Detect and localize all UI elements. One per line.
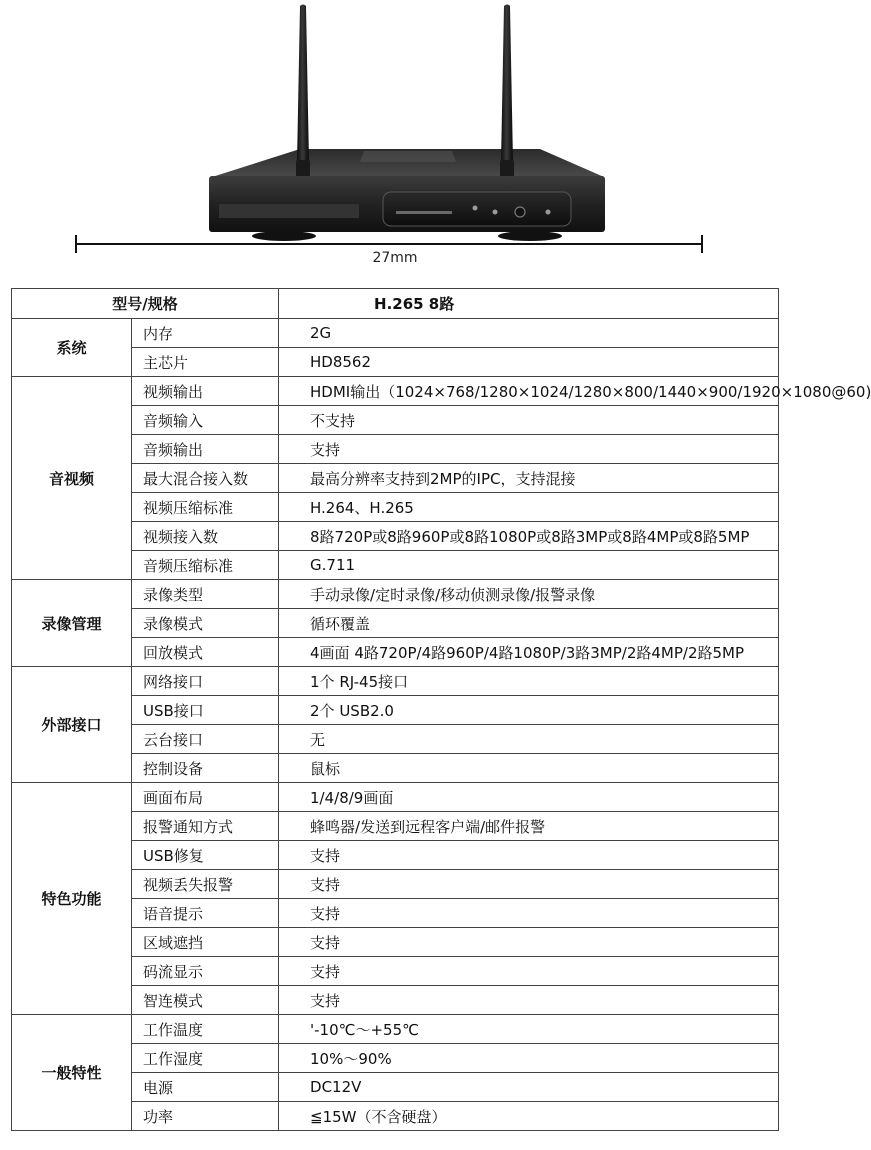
spec-value: 支持 <box>279 870 779 899</box>
table-row <box>12 319 779 348</box>
spec-value: ≦15W（不含硬盘） <box>279 1102 779 1131</box>
spec-value: 蜂鸣器/发送到远程客户端/邮件报警 <box>279 812 779 841</box>
spec-key: 语音提示 <box>132 899 279 928</box>
spec-value: 支持 <box>279 928 779 957</box>
spec-key: 电源 <box>132 1073 279 1102</box>
spec-value: 10%～90% <box>279 1044 779 1073</box>
spec-key: 录像模式 <box>132 609 279 638</box>
section-label: 录像管理 <box>12 580 132 667</box>
spec-value: H.264、H.265 <box>279 493 779 522</box>
spec-key: 主芯片 <box>132 348 279 377</box>
spec-key: 音频输出 <box>132 435 279 464</box>
spec-value: 循环覆盖 <box>279 609 779 638</box>
spec-value: '-10℃～+55℃ <box>279 1015 779 1044</box>
spec-key: 画面布局 <box>132 783 279 812</box>
spec-table <box>11 288 871 1131</box>
spec-key: 音频输入 <box>132 406 279 435</box>
spec-value: 手动录像/定时录像/移动侦测录像/报警录像 <box>279 580 779 609</box>
spec-key: 功率 <box>132 1102 279 1131</box>
spec-value: 2个 USB2.0 <box>279 696 779 725</box>
spec-key: 控制设备 <box>132 754 279 783</box>
spec-key: USB接口 <box>132 696 279 725</box>
spec-key: 智连模式 <box>132 986 279 1015</box>
spec-value: HDMI输出（1024×768/1280×1024/1280×800/1440×900/1920×1080@60) <box>279 377 779 406</box>
spec-key: 码流显示 <box>132 957 279 986</box>
section-label: 一般特性 <box>12 1015 132 1131</box>
section-label: 音视频 <box>12 377 132 580</box>
table-row <box>12 667 779 696</box>
spec-key: 网络接口 <box>132 667 279 696</box>
spec-value: G.711 <box>279 551 779 580</box>
dimension-label: 27mm <box>372 250 418 266</box>
spec-value: 4画面 4路720P/4路960P/4路1080P/3路3MP/2路4MP/2路5MP <box>279 638 779 667</box>
spec-value: 最高分辨率支持到2MP的IPC，支持混接 <box>279 464 779 493</box>
spec-value: DC12V <box>279 1073 779 1102</box>
spec-value: 1个 RJ-45接口 <box>279 667 779 696</box>
table-row <box>12 1015 779 1044</box>
spec-key: 报警通知方式 <box>132 812 279 841</box>
spec-key: 工作温度 <box>132 1015 279 1044</box>
spec-value: 无 <box>279 725 779 754</box>
spec-key: 视频压缩标准 <box>132 493 279 522</box>
spec-key: 视频输出 <box>132 377 279 406</box>
spec-key: 云台接口 <box>132 725 279 754</box>
spec-value: 不支持 <box>279 406 779 435</box>
spec-value: 2G <box>279 319 779 348</box>
spec-key: 区域遮挡 <box>132 928 279 957</box>
spec-key: 内存 <box>132 319 279 348</box>
spec-value: 支持 <box>279 957 779 986</box>
spec-value: 支持 <box>279 899 779 928</box>
spec-value: 1/4/8/9画面 <box>279 783 779 812</box>
spec-header-row <box>12 289 779 319</box>
spec-key: 视频接入数 <box>132 522 279 551</box>
spec-value: 8路720P或8路960P或8路1080P或8路3MP或8路4MP或8路5MP <box>279 522 779 551</box>
table-row <box>12 377 779 406</box>
nvr-device-illustration <box>0 0 790 285</box>
spec-value: 支持 <box>279 435 779 464</box>
spec-key: 回放模式 <box>132 638 279 667</box>
spec-key: 最大混合接入数 <box>132 464 279 493</box>
spec-key: 音频压缩标准 <box>132 551 279 580</box>
spec-key: 视频丢失报警 <box>132 870 279 899</box>
table-row <box>12 580 779 609</box>
spec-value: 鼠标 <box>279 754 779 783</box>
product-image <box>0 0 790 285</box>
table-row <box>12 783 779 812</box>
spec-key: 录像类型 <box>132 580 279 609</box>
section-label: 外部接口 <box>12 667 132 783</box>
spec-value: 支持 <box>279 841 779 870</box>
section-label: 特色功能 <box>12 783 132 1015</box>
spec-value: 支持 <box>279 986 779 1015</box>
header-model-label: 型号/规格 <box>12 289 279 319</box>
spec-value: HD8562 <box>279 348 779 377</box>
section-label: 系统 <box>12 319 132 377</box>
spec-key: USB修复 <box>132 841 279 870</box>
header-model-value: H.265 8路 <box>279 289 779 319</box>
spec-key: 工作湿度 <box>132 1044 279 1073</box>
